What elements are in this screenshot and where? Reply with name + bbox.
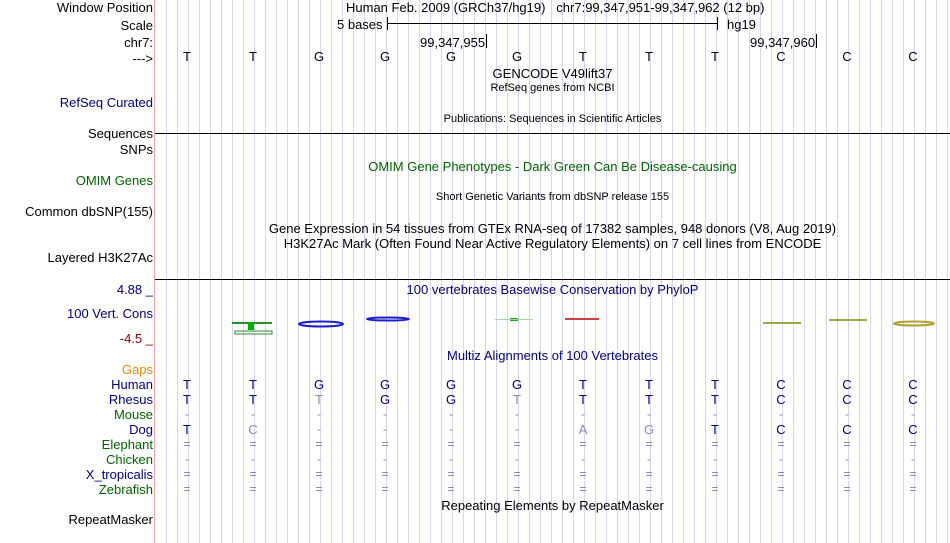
aligned-base: =	[315, 482, 323, 496]
omim-title[interactable]: OMIM Gene Phenotypes - Dark Green Can Be Disease-causing	[368, 159, 737, 174]
cons-bar-1-peak	[248, 322, 254, 330]
dna-base: C	[908, 49, 918, 64]
aligned-base: =	[249, 467, 257, 481]
aligned-base: C	[908, 392, 918, 407]
aligned-base: -	[779, 452, 783, 466]
aligned-base: =	[447, 437, 455, 451]
cons-max-label: 4.88 _	[116, 282, 153, 297]
aligned-base: =	[645, 437, 653, 451]
aligned-base: -	[317, 452, 321, 466]
scale-text: 5 bases	[337, 17, 383, 32]
aligned-base: -	[515, 422, 519, 436]
aligned-base: C	[776, 377, 786, 392]
dna-base: G	[445, 49, 457, 64]
aligned-base: -	[449, 407, 453, 421]
aligned-base: -	[581, 407, 585, 421]
aligned-base: -	[713, 407, 717, 421]
aligned-base: G	[313, 377, 325, 392]
aligned-base: =	[315, 467, 323, 481]
aligned-base: -	[185, 407, 189, 421]
aligned-base: G	[445, 377, 457, 392]
aligned-base: G	[643, 422, 655, 437]
vert-cons-label[interactable]: 100 Vert. Cons	[67, 306, 153, 321]
dna-base: G	[313, 49, 325, 64]
aligned-base: -	[185, 452, 189, 466]
h3k27ac-title[interactable]: H3K27Ac Mark (Often Found Near Active Regulatory Elements) on 7 cell lines from ENCODE	[283, 236, 822, 251]
scale-bar	[387, 23, 718, 24]
aligned-base: =	[909, 467, 917, 481]
phylop-title[interactable]: 100 vertebrates Basewise Conservation by PhyloP	[406, 282, 699, 297]
aligned-base: G	[379, 392, 391, 407]
aligned-base: -	[515, 452, 519, 466]
section-divider-1	[155, 133, 950, 134]
aligned-base: G	[511, 377, 523, 392]
aligned-base: =	[843, 437, 851, 451]
aligned-base: C	[842, 392, 852, 407]
h3k27ac-label[interactable]: Layered H3K27Ac	[47, 250, 153, 265]
aligned-base: -	[779, 407, 783, 421]
aligned-base: =	[381, 482, 389, 496]
species-label-elephant[interactable]: Elephant	[101, 437, 153, 452]
cons-bar-2	[299, 322, 343, 327]
aligned-base: T	[711, 392, 719, 407]
aligned-base: =	[711, 467, 719, 481]
species-label-chicken[interactable]: Chicken	[106, 452, 153, 467]
aligned-base: -	[911, 452, 915, 466]
aligned-base: =	[711, 437, 719, 451]
aligned-base: C	[776, 392, 786, 407]
aligned-base: =	[579, 482, 587, 496]
scale-bar-right-tick	[717, 17, 718, 30]
aligned-base: =	[513, 437, 521, 451]
aligned-base: -	[713, 452, 717, 466]
aligned-base: =	[381, 437, 389, 451]
aligned-base: =	[183, 467, 191, 481]
aligned-base: A	[578, 422, 588, 437]
aligned-base: T	[183, 392, 191, 407]
repeatmasker-label[interactable]: RepeatMasker	[68, 512, 153, 527]
omim-genes-label[interactable]: OMIM Genes	[75, 173, 153, 188]
assembly-title	[346, 0, 764, 15]
dna-base: T	[645, 49, 653, 64]
aligned-base: T	[711, 422, 719, 437]
aligned-base: T	[315, 392, 323, 407]
species-label-mouse[interactable]: Mouse	[113, 407, 153, 422]
repeatmasker-title[interactable]: Repeating Elements by RepeatMasker	[441, 498, 664, 513]
aligned-base: -	[845, 452, 849, 466]
snps-label[interactable]: SNPs	[119, 142, 153, 157]
coord-tick-2	[816, 34, 817, 48]
aligned-base: T	[249, 377, 257, 392]
aligned-base: =	[843, 482, 851, 496]
dna-base: T	[711, 49, 719, 64]
dbsnp-title[interactable]: Short Genetic Variants from dbSNP release 155	[435, 191, 670, 203]
species-label-human[interactable]: Human	[111, 377, 153, 392]
aligned-base: =	[381, 467, 389, 481]
aligned-base: =	[447, 467, 455, 481]
aligned-base: =	[777, 482, 785, 496]
dbsnp-label[interactable]: Common dbSNP(155)	[25, 204, 153, 219]
aligned-base: =	[711, 482, 719, 496]
aligned-base: T	[183, 422, 191, 437]
aligned-base: =	[513, 482, 521, 496]
aligned-base: T	[513, 392, 521, 407]
aligned-base: =	[249, 437, 257, 451]
aligned-base: =	[579, 437, 587, 451]
multiz-title[interactable]: Multiz Alignments of 100 Vertebrates	[446, 348, 658, 363]
aligned-base: -	[449, 452, 453, 466]
aligned-base: =	[777, 467, 785, 481]
refseq-subtitle: RefSeq genes from NCBI	[490, 82, 615, 94]
gaps-label[interactable]: Gaps	[121, 362, 153, 377]
aligned-base: =	[843, 467, 851, 481]
aligned-base: C	[908, 377, 918, 392]
aligned-base: =	[645, 482, 653, 496]
species-label-rhesus[interactable]: Rhesus	[108, 392, 153, 407]
aligned-base: =	[777, 437, 785, 451]
section-divider-2	[155, 279, 950, 280]
aligned-base: T	[645, 392, 653, 407]
aligned-base: =	[249, 482, 257, 496]
aligned-base: T	[579, 377, 587, 392]
coord-tick-label-2: 99,347,960	[750, 35, 816, 50]
aligned-base: C	[248, 422, 258, 437]
aligned-base: -	[317, 422, 321, 436]
dna-base: T	[183, 49, 191, 64]
dna-base: T	[579, 49, 587, 64]
aligned-base: =	[315, 437, 323, 451]
aligned-base: T	[579, 392, 587, 407]
aligned-base: -	[383, 422, 387, 436]
window-position-label[interactable]: Window Position	[56, 0, 153, 15]
aligned-base: C	[842, 422, 852, 437]
aligned-base: =	[183, 437, 191, 451]
gencode-track-title[interactable]: GENCODE V49lift37	[492, 66, 613, 81]
cons-bar-8	[894, 322, 934, 326]
sequences-label[interactable]: Sequences	[87, 126, 153, 141]
aligned-base: C	[908, 422, 918, 437]
aligned-base: =	[909, 437, 917, 451]
refseq-curated-label[interactable]: RefSeq Curated	[59, 95, 153, 110]
scale-db: hg19	[727, 17, 756, 32]
window-position-value: chr7:99,347,951-99,347,962 (12 bp)	[556, 0, 765, 15]
aligned-base: C	[776, 422, 786, 437]
cons-bar-1-low	[235, 331, 272, 334]
scale-label[interactable]: Scale	[120, 18, 153, 33]
dna-base: G	[511, 49, 523, 64]
dna-base: C	[776, 49, 786, 64]
aligned-base: -	[647, 407, 651, 421]
coord-tick-label-1: 99,347,955	[420, 35, 486, 50]
aligned-base: T	[249, 392, 257, 407]
species-label-zebrafish[interactable]: Zebrafish	[98, 482, 153, 497]
aligned-base: =	[579, 467, 587, 481]
aligned-base: =	[909, 482, 917, 496]
aligned-base: =	[645, 467, 653, 481]
strand-label[interactable]: --->	[132, 51, 153, 66]
conservation-wiggle	[155, 312, 950, 338]
dna-base: G	[379, 49, 391, 64]
gtex-title[interactable]: Gene Expression in 54 tissues from GTEx RNA-seq of 17382 samples, 948 donors (V8, Aug 2019)	[268, 221, 837, 236]
dna-base: C	[842, 49, 852, 64]
aligned-base: -	[251, 452, 255, 466]
aligned-base: G	[445, 392, 457, 407]
aligned-base: =	[513, 467, 521, 481]
aligned-base: -	[251, 407, 255, 421]
aligned-base: =	[183, 482, 191, 496]
aligned-base: -	[317, 407, 321, 421]
chrom-label[interactable]: chr7:	[124, 35, 153, 50]
species-label-x_tropicalis[interactable]: X_tropicalis	[85, 467, 153, 482]
aligned-base: -	[449, 422, 453, 436]
dna-base: T	[249, 49, 257, 64]
aligned-base: T	[711, 377, 719, 392]
publications-title[interactable]: Publications: Sequences in Scientific Articles	[443, 113, 662, 125]
aligned-base: -	[911, 407, 915, 421]
cons-bar-3	[367, 318, 409, 321]
cons-min-label: -4.5 _	[119, 331, 153, 346]
aligned-base: T	[183, 377, 191, 392]
aligned-base: G	[379, 377, 391, 392]
aligned-base: -	[845, 407, 849, 421]
assembly-name: Human Feb. 2009 (GRCh37/hg19)	[346, 0, 546, 15]
aligned-base: -	[515, 407, 519, 421]
coord-tick-1	[486, 34, 487, 48]
aligned-base: -	[647, 452, 651, 466]
aligned-base: T	[645, 377, 653, 392]
aligned-base: C	[842, 377, 852, 392]
aligned-base: =	[447, 482, 455, 496]
aligned-base: -	[383, 452, 387, 466]
species-label-dog[interactable]: Dog	[129, 422, 153, 437]
aligned-base: -	[581, 452, 585, 466]
aligned-base: -	[383, 407, 387, 421]
